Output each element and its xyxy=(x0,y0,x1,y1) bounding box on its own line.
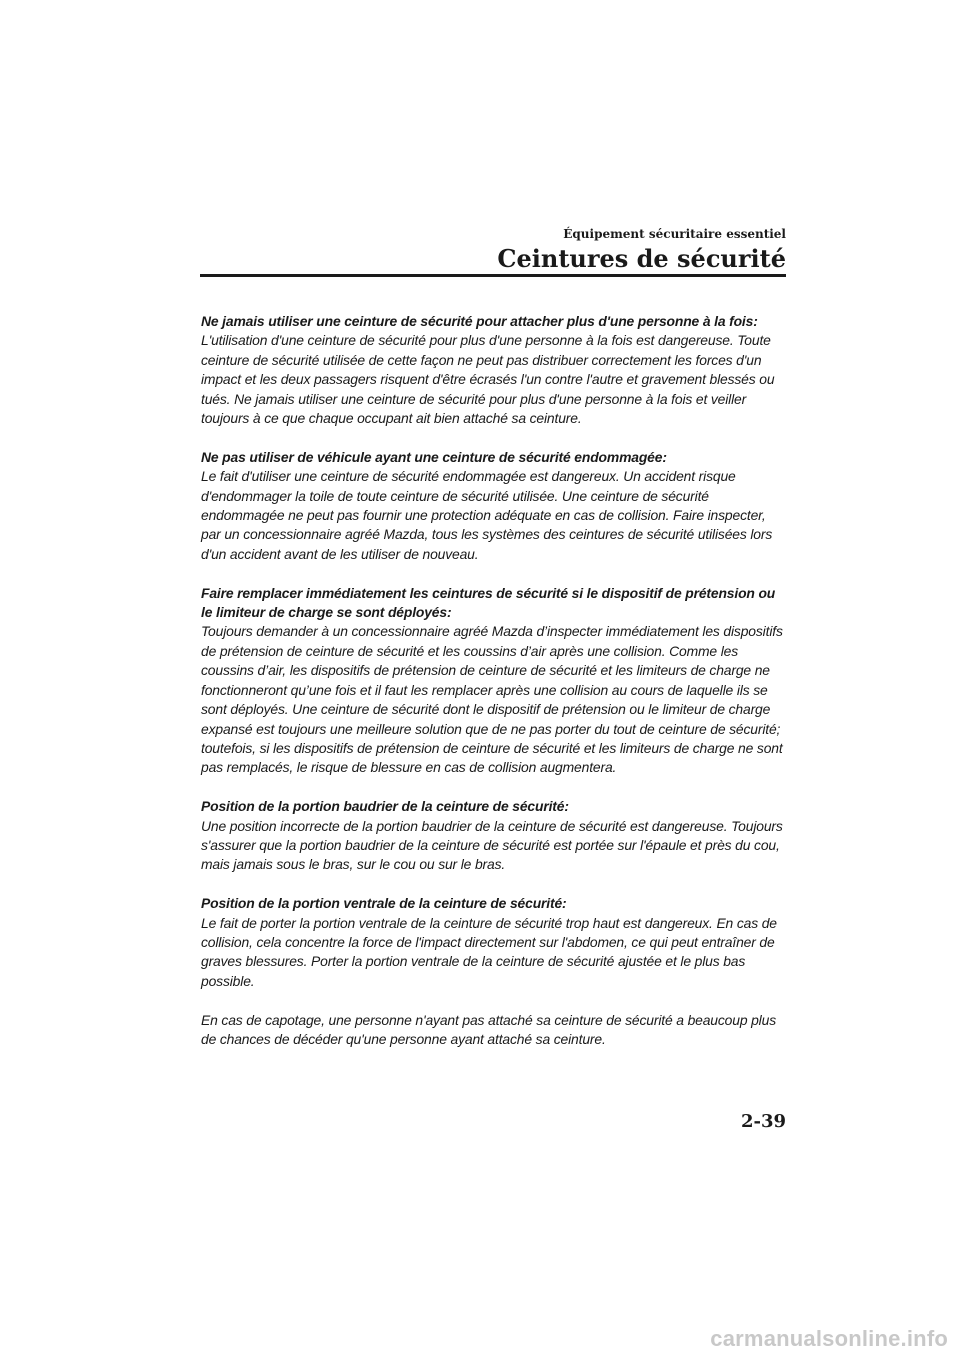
header-rule xyxy=(200,274,786,277)
page-number: 2-39 xyxy=(740,1111,786,1132)
section-name: Équipement sécuritaire essentiel xyxy=(563,227,786,241)
warning-title: Ne pas utiliser de véhicule ayant une ceinture de sécurité endommagée: xyxy=(201,448,667,465)
warning-block xyxy=(201,797,787,875)
warning-body: Le fait de porter la portion ventrale de la ceinture de sécurité trop haut est dangereux. En cas de collision, cela concentre la force de l'impact directement sur l'abdomen, ce qui peut entraîner de graves blessures. Porter la portion ventrale de la ceinture de sécurité ajustée et le plus bas possible. xyxy=(201,914,777,989)
warning-body: L'utilisation d'une ceinture de sécurité pour plus d'une personne à la fois est dangereuse. Toute ceinture de sécurité utilisée de cette façon ne peut pas distribuer correctement les forces d'un impact et les deux passagers risquent d'être écrasés l'un contre l'autre et gravement blessés ou tués. Ne jamais utiliser une ceinture de sécurité pour plus d'une personne à la fois et veiller toujours à ce que chaque occupant ait bien attaché sa ceinture. xyxy=(201,332,775,427)
warning-block xyxy=(201,894,787,991)
warning-body: Le fait d'utiliser une ceinture de sécurité endommagée est dangereux. Un accident risque d'endommager la toile de toute ceinture de sécurité utilisée. Une ceinture de sécurité endommagée ne peut pas fournir une protection adéquate en cas de collision. Faire inspecter, par un concessionnaire agréé Mazda, tous les systèmes des ceintures de sécurité utilisées lors d'un accident avant de les utiliser de nouveau. xyxy=(201,468,773,562)
warning-title: Faire remplacer immédiatement les ceintures de sécurité si le dispositif de prétension ou le limiteur de charge se sont déployés: xyxy=(201,584,776,621)
page-title: Ceintures de sécurité xyxy=(497,244,786,273)
closing-paragraph: En cas de capotage, une personne n'ayant pas attaché sa ceinture de sécurité a beaucoup plus de chances de décéder qu'une personne ayant attaché sa ceinture. xyxy=(201,1011,776,1047)
warning-content xyxy=(201,312,787,1049)
warning-title: Position de la portion ventrale de la ceinture de sécurité: xyxy=(201,895,567,912)
warning-title: Position de la portion baudrier de la ceinture de sécurité: xyxy=(201,798,569,815)
warning-block xyxy=(201,584,787,778)
warning-title: Ne jamais utiliser une ceinture de sécurité pour attacher plus d'une personne à la fois: xyxy=(201,313,758,329)
warning-body: Toujours demander à un concessionnaire agréé Mazda d’inspecter immédiatement les dispositifs de prétension de ceinture de sécurité et les coussins d’air après une collision. Comme les coussins d’air, les dispositifs de prétension de ceinture de sécurité et les limiteurs de charge ne fonctionneront qu’une fois et il faut les remplacer après une collision au cours de laquelle ils se sont déployés. Une ceinture de sécurité dont le dispositif de prétension ou le limiteur de charge expansé est toujours une meilleure solution que de ne pas porter du tout de ceinture de sécurité; toutefois, si les dispositifs de prétension de ceinture de sécurité et les limiteurs de charge ne sont pas remplacés, le risque de blessure en cas de collision augmentera. xyxy=(201,623,783,776)
warning-body: Une position incorrecte de la portion baudrier de la ceinture de sécurité est dangereuse. Toujours s'assurer que la portion baudrier de la ceinture de sécurité est portée sur l'épaule et près du cou, mais jamais sous le bras, sur le cou ou sur le bras. xyxy=(201,817,783,873)
warning-block xyxy=(201,448,787,564)
watermark: carmanualsonline.info xyxy=(710,1326,948,1351)
warning-block xyxy=(201,312,787,428)
running-header xyxy=(200,226,786,274)
